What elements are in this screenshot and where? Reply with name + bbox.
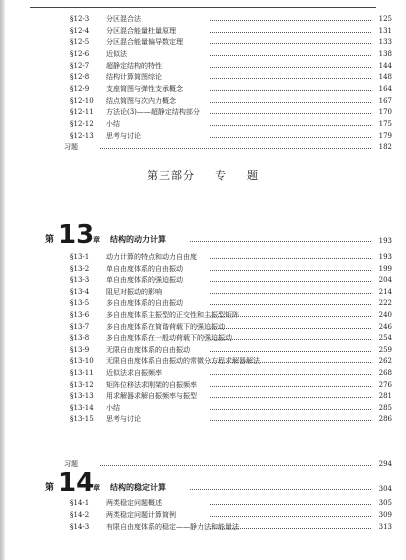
page-number: 175: [378, 119, 392, 128]
toc-entry: [0, 106, 406, 118]
section-title: 小结: [106, 403, 120, 412]
page-number: 222: [378, 299, 392, 308]
section-title: 矩阵位移法求刚架的自振频率: [106, 380, 197, 389]
section-title: 超静定结构的特性: [106, 61, 162, 70]
section-title: 阻尼对振动的影响: [106, 287, 162, 296]
toc-entry: [0, 309, 406, 321]
section-number: §12-3: [70, 15, 90, 23]
section-number: §13-8: [70, 334, 90, 343]
leader-dots: [190, 489, 371, 490]
toc-entry: [0, 509, 406, 521]
toc-entry: [0, 60, 406, 72]
chapter-page: 304: [378, 485, 392, 493]
toc-entry: [0, 321, 406, 333]
toc-entry: [0, 344, 406, 356]
page-number: 259: [378, 345, 392, 354]
toc-entry: [0, 71, 406, 83]
section-title: 用求解器求解自振频率与振型: [106, 392, 197, 401]
section-title: 思考与讨论: [106, 415, 141, 424]
page-number: 254: [378, 334, 392, 343]
part-title-word1: 专: [215, 169, 227, 182]
toc-entry: [0, 251, 406, 263]
section-title: 多自由度体系的自由振动: [106, 299, 183, 308]
section-number: §12-8: [70, 73, 90, 82]
toc-entry: [0, 402, 406, 414]
section-title: 多自由度体系在一般动荷载下的强迫振动: [106, 334, 232, 343]
toc-entry: [0, 379, 406, 391]
leader-dots: [210, 137, 371, 138]
section-number: §12-10: [70, 96, 94, 105]
leader-dots: [210, 32, 371, 33]
section-title: 结点简图与次内力概念: [106, 96, 176, 105]
section-number: §13-5: [70, 299, 90, 308]
toc-entry: [0, 521, 406, 533]
leader-dots: [210, 113, 371, 114]
leader-dots: [210, 270, 371, 271]
page-number: 276: [378, 380, 392, 389]
section-number: §13-7: [70, 322, 90, 331]
part-title-word2: 题: [247, 169, 259, 182]
page-number: 170: [378, 108, 392, 117]
chapter-suffix: 章: [93, 483, 100, 492]
leader-dots: [210, 102, 371, 103]
section-number: §13-1: [70, 253, 90, 261]
toc-entry: [0, 297, 406, 309]
section-title: 多自由度体系在简谐荷载下的强迫振动: [106, 322, 225, 331]
page-number: 131: [378, 26, 392, 35]
chapter-13-heading: [0, 222, 406, 248]
section-title: 近似法: [106, 49, 127, 58]
toc-entry: [0, 83, 406, 95]
chapter-page: 193: [378, 237, 392, 245]
page-number: 281: [378, 392, 392, 401]
page-number: 214: [378, 287, 392, 296]
leader-dots: [210, 90, 371, 91]
leader-dots: [210, 374, 371, 375]
leader-dots: [210, 362, 371, 363]
section-number: §13-14: [70, 403, 94, 412]
toc-entry: [0, 48, 406, 60]
page-number: 305: [378, 499, 392, 507]
page-number: 286: [378, 415, 392, 424]
section-title: 两类稳定问题概述: [106, 499, 162, 507]
section-title: 有限自由度体系的稳定——静力法和能量法: [106, 522, 239, 531]
page-number: 246: [378, 322, 392, 331]
section-title: 无限自由度体系自由振动的常微分方程求解器解法: [106, 357, 260, 366]
section-title: 分区混合能量偏导数定理: [106, 38, 183, 47]
leader-dots: [190, 241, 371, 242]
page-number: 133: [378, 38, 392, 47]
section-title: 方法论(3)——超静定结构部分: [106, 108, 200, 117]
leader-dots: [210, 339, 371, 340]
section-number: §13-12: [70, 380, 94, 389]
toc-entry: [0, 497, 406, 509]
page-number: 193: [378, 253, 392, 261]
page-number: 144: [378, 61, 392, 70]
leader-dots: [210, 328, 371, 329]
toc-entry: [0, 13, 406, 25]
chapter-number: 13: [58, 220, 95, 250]
page-number: 204: [378, 276, 392, 285]
chapter-prefix: 第: [45, 483, 55, 493]
leader-dots: [210, 397, 371, 398]
leader-dots: [210, 304, 371, 305]
page-number: 167: [378, 96, 392, 105]
section-number: §12-11: [70, 108, 94, 117]
page-number: 313: [378, 522, 392, 531]
toc-entry: [0, 25, 406, 37]
page-number: 125: [378, 15, 392, 23]
section-number: §13-9: [70, 345, 90, 354]
section-title: 分区混合法: [106, 15, 141, 23]
section-number: §13-4: [70, 287, 90, 296]
section-title: 单自由度体系的强迫振动: [106, 276, 183, 285]
section-title: 无限自由度体系的自由振动: [106, 345, 190, 354]
leader-dots: [210, 409, 371, 410]
part-title: [0, 167, 406, 183]
section-number: §14-2: [70, 510, 90, 519]
leader-dots: [210, 528, 371, 529]
toc-entry: [0, 141, 406, 153]
chapter-title: 结构的稳定计算: [110, 482, 166, 492]
leader-dots: [210, 504, 371, 505]
toc-entry: [0, 332, 406, 344]
section-title: 近似法求自振频率: [106, 369, 162, 377]
leader-dots: [210, 20, 371, 21]
section-number: §12-13: [70, 131, 94, 140]
section-number: §12-6: [70, 49, 90, 58]
leader-dots: [210, 516, 371, 517]
section-number: §13-10: [70, 357, 94, 366]
toc-entry: [0, 274, 406, 286]
leader-dots: [100, 465, 371, 466]
page-number: 182: [378, 143, 392, 151]
leader-dots: [210, 316, 371, 317]
page-number: 309: [378, 510, 392, 519]
leader-dots: [210, 55, 371, 56]
leader-dots: [210, 281, 371, 282]
leader-dots: [210, 43, 371, 44]
page-number: 268: [378, 369, 392, 377]
page-number: 240: [378, 311, 392, 319]
section-number: §12-12: [70, 119, 94, 128]
page-number: 294: [378, 460, 392, 468]
section-title: 动力计算的特点和动力自由度: [106, 253, 197, 261]
leader-dots: [210, 78, 371, 79]
chapter-14-heading: [0, 470, 406, 496]
toc-entry: [0, 36, 406, 48]
leader-dots: [210, 125, 371, 126]
page-number: 199: [378, 264, 392, 273]
chapter-prefix: 第: [45, 235, 55, 245]
leader-dots: [100, 148, 371, 149]
page-number: 138: [378, 49, 392, 58]
section-title: 两类稳定问题计算简例: [106, 510, 176, 519]
section-title: 习题: [64, 143, 78, 151]
page-number: 148: [378, 73, 392, 82]
section-number: §12-9: [70, 84, 90, 93]
leader-dots: [210, 258, 371, 259]
toc-entry: [0, 263, 406, 275]
chapter-title: 结构的动力计算: [110, 234, 166, 244]
section-title: 单自由度体系的自由振动: [106, 264, 183, 273]
toc-entry: [0, 367, 406, 379]
section-number: §13-15: [70, 415, 94, 424]
section-number: §12-4: [70, 26, 90, 35]
leader-dots: [210, 293, 371, 294]
section-title: 习题: [64, 460, 78, 468]
section-title: 小结: [106, 119, 120, 128]
section-title: 多自由度体系主振型的正交性和主振型矩阵: [106, 311, 239, 319]
leader-dots: [210, 67, 371, 68]
top-rule: [30, 7, 376, 8]
toc-entry: [0, 130, 406, 142]
page-number: 285: [378, 403, 392, 412]
section-title: 支座简图与弹性支承概念: [106, 84, 183, 93]
page-number: 179: [378, 131, 392, 140]
page-number: 164: [378, 84, 392, 93]
toc-entry: [0, 390, 406, 402]
section-number: §13-13: [70, 392, 94, 401]
part-title-label: 第三部分: [147, 169, 195, 182]
leader-dots: [210, 351, 371, 352]
toc-entry: [0, 95, 406, 107]
section-title: 结构计算简图综论: [106, 73, 162, 82]
toc-entry: [0, 355, 406, 367]
section-number: §13-3: [70, 276, 90, 285]
section-number: §13-11: [70, 369, 94, 377]
section-number: §12-7: [70, 61, 90, 70]
chapter-suffix: 章: [93, 235, 100, 244]
section-number: §12-5: [70, 38, 90, 47]
toc-entry: [0, 413, 406, 425]
page-number: 262: [378, 357, 392, 366]
section-number: §13-6: [70, 311, 90, 319]
leader-dots: [210, 386, 371, 387]
chapter-number: 14: [58, 468, 95, 498]
section-number: §14-3: [70, 522, 90, 531]
section-number: §13-2: [70, 264, 90, 273]
toc-entry: [0, 118, 406, 130]
section-number: §14-1: [70, 499, 90, 507]
toc-entry: [0, 286, 406, 298]
leader-dots: [210, 420, 371, 421]
section-title: 思考与讨论: [106, 131, 141, 140]
section-title: 分区混合能量杜量原理: [106, 26, 176, 35]
